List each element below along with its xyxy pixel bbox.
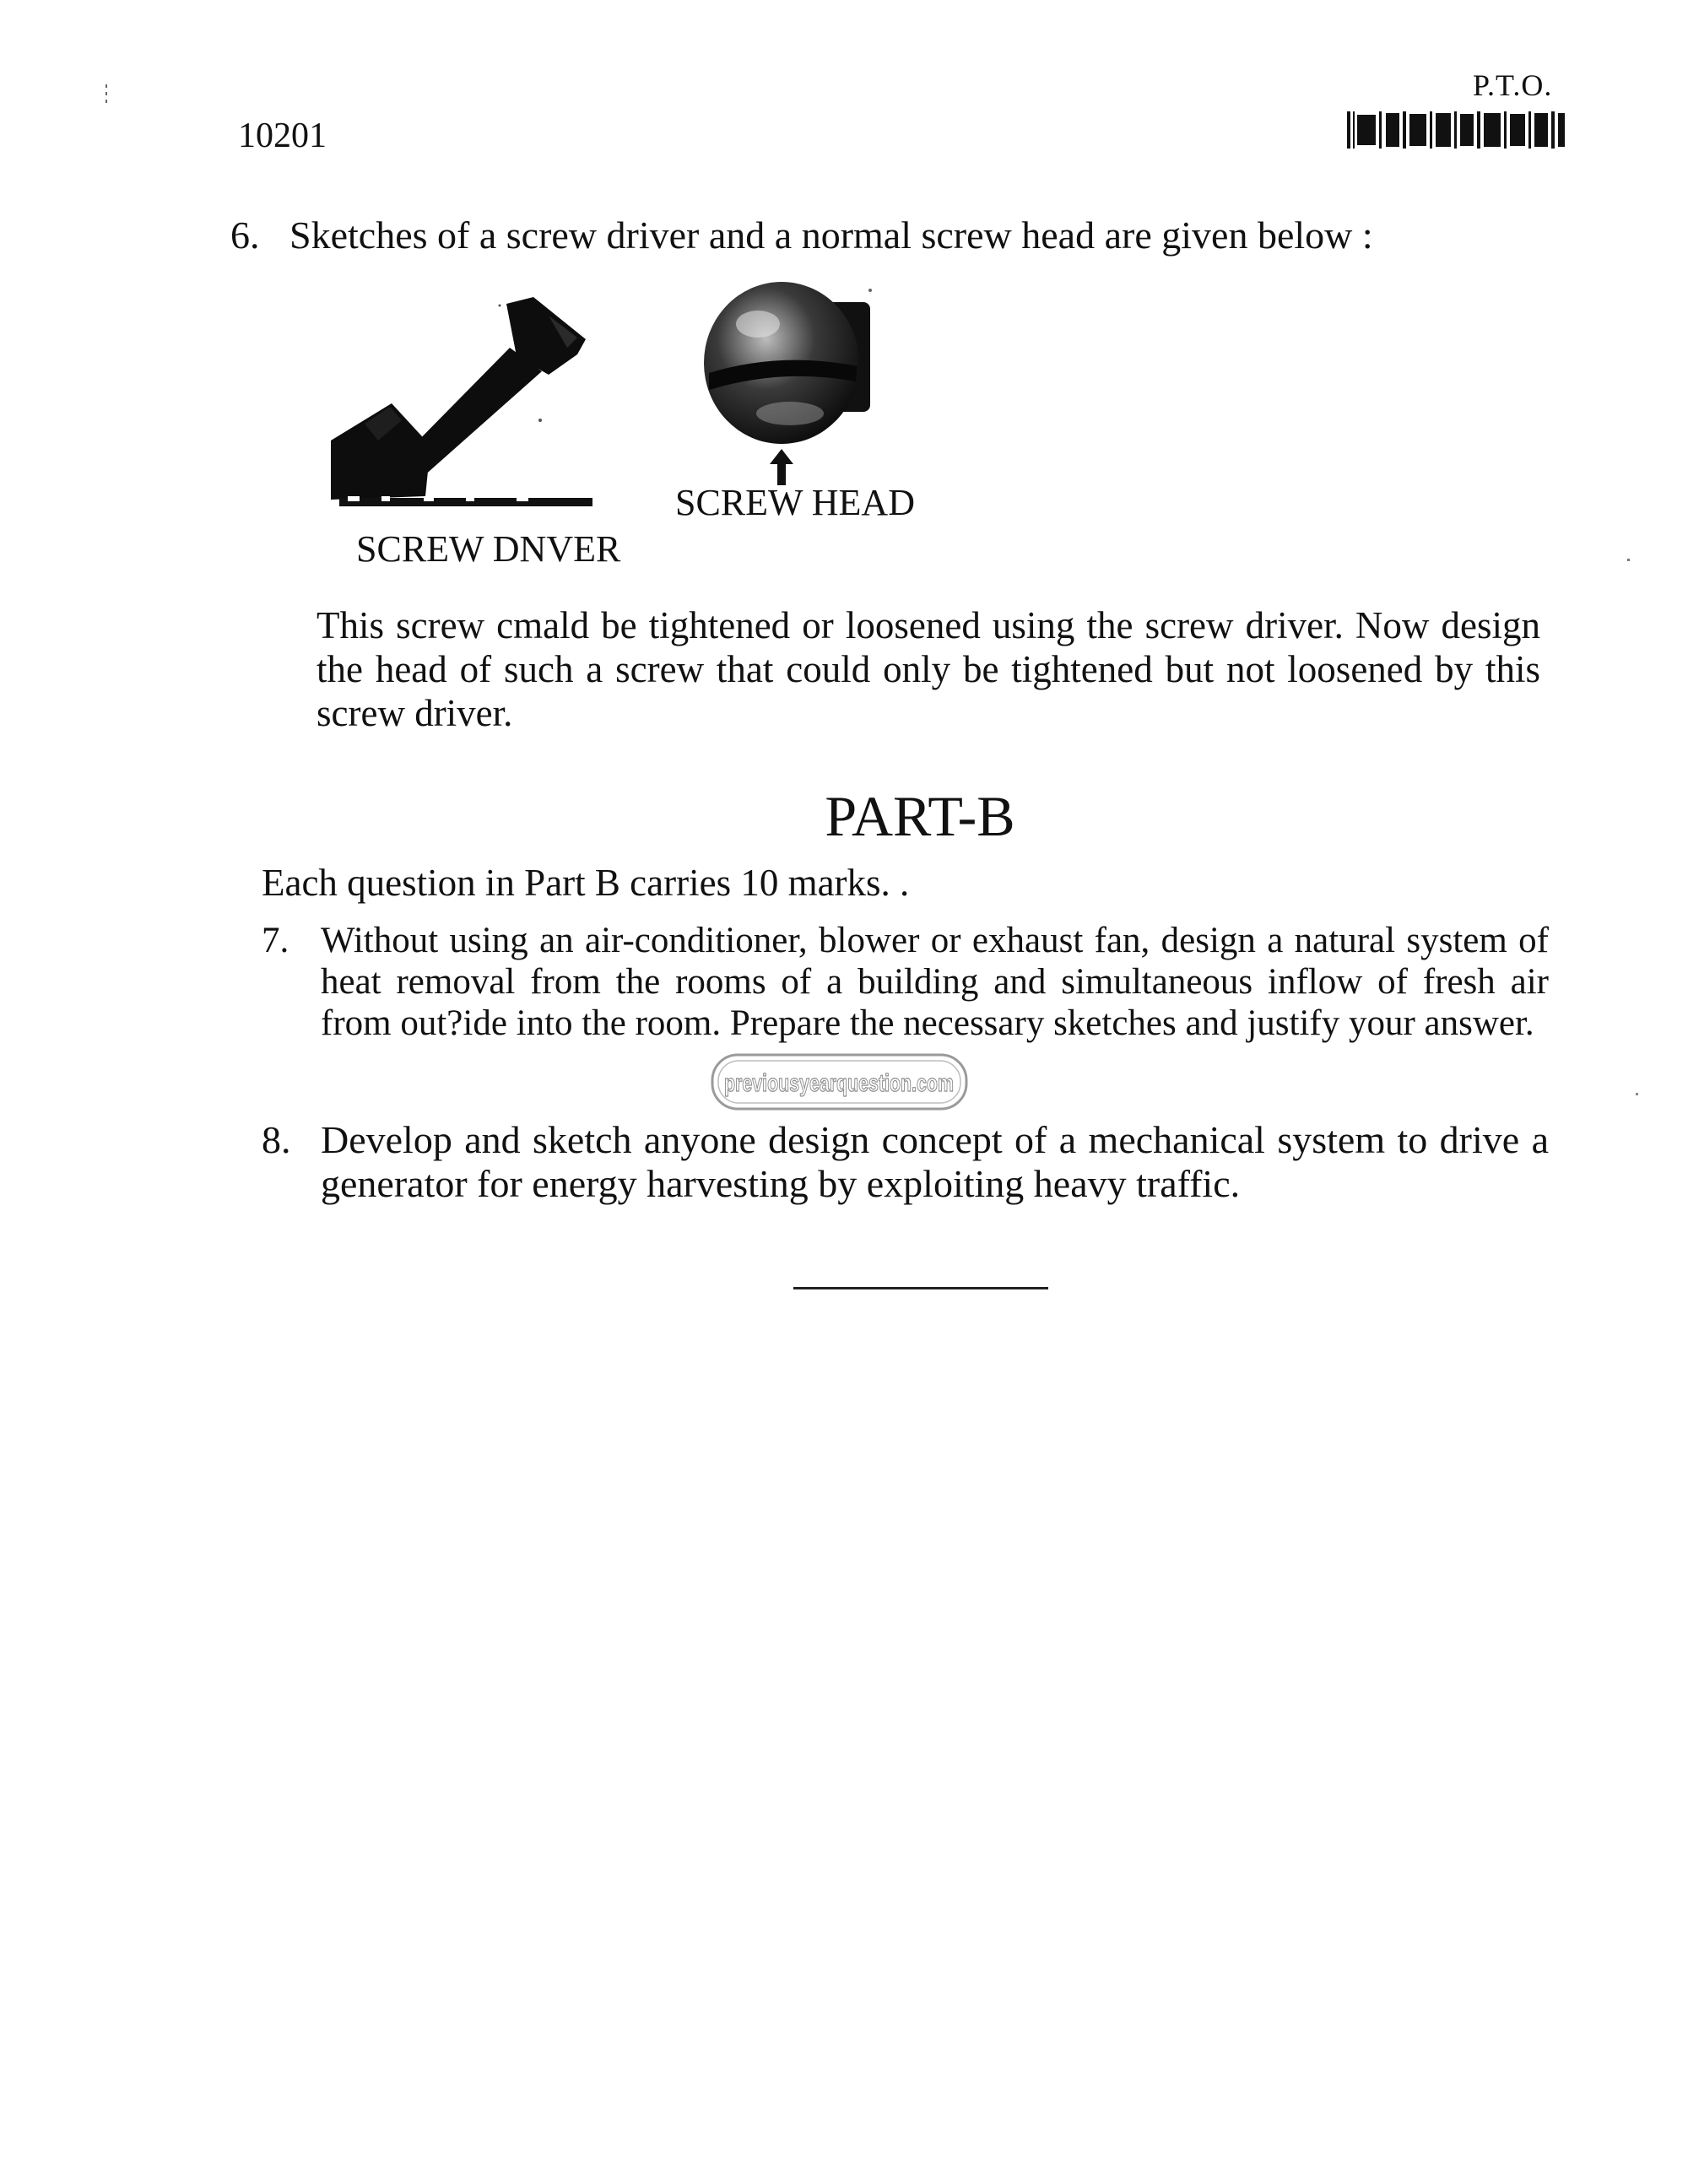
- question-text: Without using an air-conditioner, blower or exhaust fan, design a natural system of heat removal from the rooms of a building and simultaneous inflow of fresh air from out?ide into the room. Prepare the necessary sketches and justify your answer.: [321, 921, 1549, 1043]
- screw-head-sketch: [697, 278, 879, 485]
- question-6-heading: [230, 213, 1373, 257]
- scan-speck: [1627, 559, 1630, 561]
- paper-code: 10201: [238, 116, 327, 155]
- section-title: [0, 783, 1688, 850]
- screw-head-label: SCREW HEAD: [675, 482, 915, 523]
- question-6-paragraph: This screw cmald be tightened or loosened using the screw driver. Now design the head of such a screw that could only be tightened but not loosened by this screw driver.: [316, 604, 1540, 734]
- question-number: 7.: [262, 921, 289, 960]
- margin-dots: [105, 84, 108, 106]
- screw-driver-sketch: [331, 297, 599, 506]
- question-text: Sketches of a screw driver and a normal screw head are given below :: [289, 214, 1373, 257]
- screw-driver-label: SCREW DNVER: [356, 528, 621, 570]
- question-7: [262, 920, 1549, 1044]
- scan-speck: [1636, 1093, 1638, 1095]
- watermark-logo: [711, 1053, 968, 1111]
- part-b-title: PART-B: [825, 784, 1015, 848]
- section-instruction: Each question in Part B carries 10 marks. .: [262, 862, 910, 904]
- end-divider: [793, 1287, 1048, 1289]
- watermark-text: previousyearquestion.com: [724, 1070, 954, 1097]
- question-8: [262, 1118, 1549, 1206]
- question-number: 6.: [230, 214, 260, 257]
- question-text: Develop and sketch anyone design concept of a mechanical system to drive a generator for energy harvesting by exploiting heavy traffic.: [321, 1118, 1549, 1205]
- barcode-icon: [1347, 111, 1565, 149]
- pto-label: P.T.O.: [1473, 68, 1553, 102]
- question-number: 8.: [262, 1118, 291, 1161]
